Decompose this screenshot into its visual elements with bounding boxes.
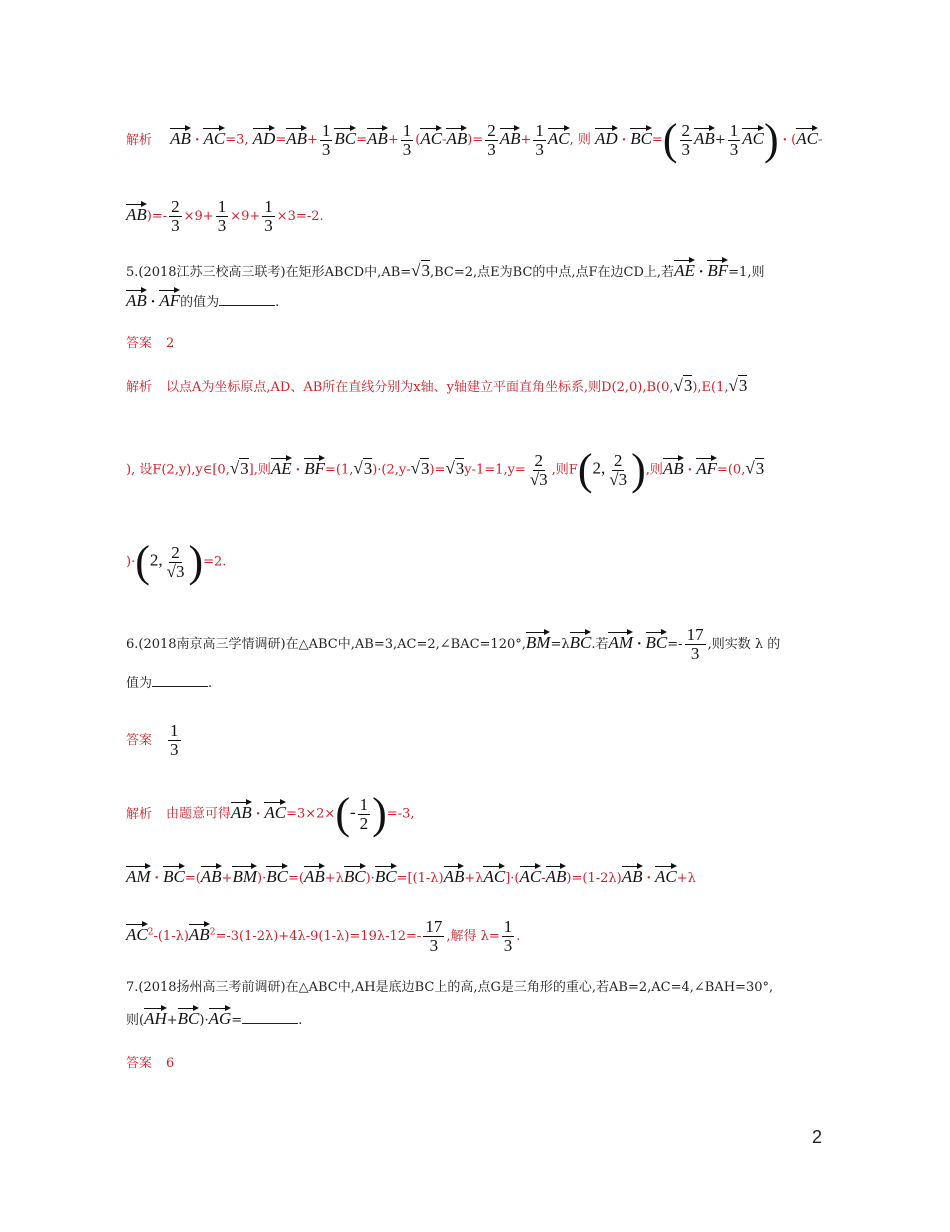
vector-ab: AB [126, 288, 147, 311]
op: + [387, 132, 399, 148]
vector-ac: AC [742, 126, 764, 149]
answer-label: 答案 [126, 733, 153, 748]
op: ( [791, 132, 797, 148]
paren-right: ) [631, 445, 646, 494]
text: )=(1-2λ) [566, 871, 622, 886]
text: )· [257, 871, 267, 886]
vector-ab: AB [189, 922, 210, 945]
q5-stem-line2: AB · AF的值为 . [126, 288, 279, 313]
paren-left: ( [135, 537, 150, 586]
dot-op: · [698, 265, 704, 280]
vector-ad: AD [595, 126, 618, 149]
text: ,则实数 λ 的 [707, 637, 781, 652]
sqrt-3: √3 [353, 458, 373, 478]
q5-jiexi-line2 [126, 445, 765, 494]
number: 2, [592, 458, 606, 478]
dot-op: · [255, 806, 261, 822]
vector-ab: AB [622, 864, 643, 887]
fraction-1-3: $\frac{1}{3}$ [535, 120, 544, 159]
vector-ab: AB [444, 864, 465, 887]
vector-bc: BC [375, 864, 397, 887]
fraction-17-3: $\frac{17}{3}$ [686, 625, 704, 663]
text: ,解得 λ= [446, 929, 500, 944]
answer-label: 答案 [126, 336, 153, 351]
vector-ab: AB [694, 126, 715, 149]
text: )· [365, 871, 375, 886]
vector-ac: AC [420, 126, 442, 149]
q5-jiexi-line3 [126, 537, 227, 586]
dot-op: · [646, 871, 652, 886]
vector-bc: BC [646, 630, 668, 653]
vector-bc: BC [344, 864, 366, 887]
text: ,则 [645, 462, 663, 478]
sqrt-3: √3 [410, 458, 430, 478]
sqrt-3: √3 [411, 261, 430, 280]
jiexi-label: 解析 [126, 806, 153, 822]
dot-op: · [637, 637, 642, 652]
fraction-2-sqrt3: $\frac{2}{√3}$ [609, 450, 628, 489]
fraction-1-3: $\frac{1}{3}$ [503, 917, 513, 955]
text: ), 设F(2,y),y∈[0, [126, 462, 230, 478]
text: )· [126, 554, 136, 570]
vector-af: AF [159, 288, 180, 311]
text: ×9+ [230, 209, 261, 224]
fraction-1-3: $\frac{1}{3}$ [729, 120, 739, 159]
vector-ae: AE [674, 258, 695, 281]
vector-ab: AB [201, 864, 222, 887]
vector-ab: AB [126, 202, 147, 225]
page-number: 2 [812, 1127, 823, 1147]
jiexi-label: 解析 [126, 380, 153, 395]
vector-bm: BM [232, 864, 257, 887]
vector-bc: BC [630, 126, 652, 149]
text: .若 [591, 637, 609, 652]
fraction-2-sqrt3: $\frac{2}{√3}$ [166, 542, 185, 581]
dot-op: · [295, 462, 301, 478]
vector-bf: BF [304, 456, 325, 479]
op: + [307, 132, 318, 148]
text: =2. [203, 554, 227, 570]
fraction-2-sqrt3: $\frac{2}{√3}$ [529, 450, 548, 489]
op: + [166, 1013, 178, 1028]
sec4-jiexi-line1 [126, 115, 823, 164]
op: ( [415, 132, 421, 148]
q6-stem-line1 [126, 626, 780, 663]
dot-op: · [154, 871, 160, 886]
text: =(1, [324, 462, 354, 478]
vector-ac: AC [655, 864, 677, 887]
superscript-2: 2 [147, 927, 154, 938]
text: )=- [146, 209, 168, 224]
text: 6.(2018南京高三学情调研)在△ABC中,AB=3,AC=2,∠BAC=120°, [126, 637, 526, 652]
vector-bc: BC [178, 1006, 200, 1029]
vector-ac: AC [126, 922, 148, 945]
text: =λ [550, 637, 570, 652]
fraction-17-3: $\frac{17}{3}$ [425, 917, 443, 955]
vector-ab: AB [663, 456, 684, 479]
q6-jiexi-line1 [126, 789, 415, 838]
vector-ab: AB [231, 800, 252, 823]
vector-bm: BM [526, 630, 551, 653]
sqrt-3: √3 [745, 458, 765, 478]
vector-af: AF [696, 456, 717, 479]
answer-value: 2 [166, 336, 175, 351]
text: ,则F [551, 462, 578, 478]
text: =( [287, 871, 304, 886]
q5-stem-line1 [126, 258, 764, 283]
text: =3×2× [286, 806, 336, 822]
text: ×9+ [183, 209, 214, 224]
op: = [651, 132, 663, 148]
sec4-jiexi-line2 [126, 198, 324, 235]
q7-answer [126, 1054, 174, 1074]
fraction-1-3: $\frac{1}{3}$ [402, 120, 412, 159]
q6-stem-line2: 值为 . [126, 672, 212, 694]
answer-label: 答案 [126, 1056, 153, 1071]
vector-ab: AB [286, 126, 307, 149]
text: =( [184, 871, 201, 886]
vector-am: AM [608, 630, 633, 653]
sqrt-3: √3 [229, 458, 249, 478]
text: y-1=1,y= [464, 462, 526, 478]
text: =[(1-λ) [396, 871, 444, 886]
vector-ae: AE [271, 456, 292, 479]
op: , 则 [569, 132, 591, 148]
number: 2, [149, 550, 163, 570]
vector-ac: AC [520, 864, 542, 887]
op: + [520, 132, 532, 148]
q6-jiexi-line3 [126, 918, 520, 955]
paren-left: ( [335, 789, 350, 838]
q6-answer [126, 722, 183, 759]
paren-left: ( [577, 445, 593, 494]
vector-ab: AB [170, 126, 191, 149]
paren-right: ) [763, 115, 779, 164]
answer-blank [242, 1009, 298, 1024]
vector-bc: BC [570, 630, 592, 653]
op: + [714, 132, 726, 148]
jiexi-label: 解析 [126, 132, 153, 148]
op: = [275, 132, 287, 148]
fraction-2-3: $\frac{2}{3}$ [681, 120, 691, 159]
vector-ab: AB [367, 126, 388, 149]
vector-ab: AB [446, 126, 467, 149]
minus: - [349, 802, 356, 822]
text: 5.(2018江苏三校高三联考)在矩形ABCD中,AB= [126, 265, 412, 280]
text: 值为 [126, 676, 153, 691]
vector-ah: AH [144, 1006, 167, 1029]
sqrt-3: √3 [445, 458, 465, 478]
text: ],则 [248, 462, 271, 478]
vector-ac: AC [264, 800, 286, 823]
vector-ac: AC [796, 126, 818, 149]
paren-right: ) [372, 789, 387, 838]
text: ×3=-2. [276, 209, 324, 224]
superscript-2: 2 [209, 927, 216, 938]
text: =3, [225, 132, 249, 148]
text: =1,则 [728, 265, 765, 280]
text: -(1-λ) [153, 929, 189, 944]
vector-ab: AB [546, 864, 567, 887]
vector-ac: AC [548, 126, 570, 149]
text: )·(2,y- [372, 462, 411, 478]
answer-value: 6 [166, 1056, 175, 1071]
text: +λ [324, 871, 344, 886]
text: =-3, [386, 806, 415, 822]
op: = [356, 132, 368, 148]
text: )= [429, 462, 446, 478]
q5-jiexi-line1 [126, 376, 747, 398]
fraction-1-3: $\frac{1}{3}$ [264, 197, 273, 235]
text: 由题意可得 [166, 806, 232, 822]
dot-op: · [687, 462, 693, 478]
vector-ac: AC [483, 864, 505, 887]
vector-ab: AB [500, 126, 521, 149]
fraction-1-3: $\frac{1}{3}$ [170, 721, 179, 759]
text: 则( [126, 1013, 145, 1028]
vector-bc: BC [266, 864, 288, 887]
text: = [231, 1013, 243, 1028]
fraction-1-2: $\frac{1}{2}$ [359, 794, 369, 833]
text: ,BC=2,点E为BC的中点,点F在边CD上,若 [430, 265, 675, 280]
dot-op: · [150, 295, 156, 310]
answer-blank [219, 291, 275, 306]
op: - [442, 132, 447, 148]
op: - [541, 871, 546, 886]
op: )= [467, 132, 484, 148]
vector-ab: AB [304, 864, 325, 887]
op: - [817, 132, 823, 148]
dot-op: · [621, 132, 627, 148]
text: =(0, [716, 462, 746, 478]
paren-right: ) [188, 537, 204, 586]
sqrt-3: √3 [673, 376, 693, 395]
fraction-1-3: $\frac{1}{3}$ [321, 120, 331, 159]
vector-bc: BC [334, 126, 356, 149]
text: +λ [676, 871, 696, 886]
fraction-2-3: $\frac{2}{3}$ [171, 197, 180, 235]
text: +λ [464, 871, 484, 886]
text: =-3(1-2λ)+4λ-9(1-λ)=19λ-12=- [215, 929, 422, 944]
vector-am: AM [126, 864, 151, 887]
answer-blank [152, 672, 208, 687]
dot-op: · [194, 132, 200, 148]
fraction-2-3: $\frac{2}{3}$ [487, 120, 496, 159]
text: ]·( [505, 871, 520, 886]
vector-ad: AD [253, 126, 276, 149]
paren-left: ( [662, 115, 678, 164]
q7-stem-line2: 则(AH+BC)·AG= . [126, 1006, 302, 1031]
text: 7.(2018扬州高三考前调研)在△ABC中,AH是底边BC上的高,点G是三角形的重心,若AB=2,AC=4,∠BAH=30°, [126, 980, 774, 995]
text: )· [199, 1013, 209, 1028]
vector-bf: BF [707, 258, 728, 281]
q5-answer [126, 334, 174, 354]
dot-op: · [782, 132, 788, 148]
vector-ac: AC [203, 126, 225, 149]
vector-bc: BC [163, 864, 185, 887]
text: 以点A为坐标原点,AD、AB所在直线分别为x轴、y轴建立平面直角坐标系,则D(2,0),B(0, [166, 380, 674, 395]
q6-jiexi-line2 [126, 864, 696, 889]
vector-ag: AG [209, 1006, 232, 1029]
text: ),E(1, [692, 380, 729, 395]
sqrt-3: √3 [728, 376, 748, 395]
op: + [221, 871, 233, 886]
fraction-1-3: $\frac{1}{3}$ [217, 197, 227, 235]
q7-stem-line1 [126, 978, 773, 998]
text: 的值为 [180, 295, 220, 310]
text: . [516, 929, 521, 944]
text: =- [667, 637, 683, 652]
